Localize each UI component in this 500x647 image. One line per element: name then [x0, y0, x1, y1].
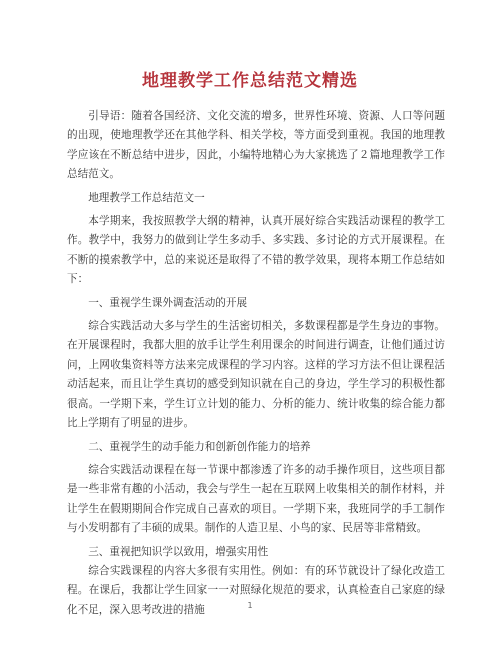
section-heading: 地理教学工作总结范文一	[88, 191, 205, 204]
intro-paragraph: 引导语：随着各国经济、文化交流的增多，世界性环境、资源、人口等问题的出现，使地理教学还在其他学科、相关学校，等方面受到重视。我国的地理教学应该在不断总结中进步，因此，小编特地精心为大家挑选了２篇地理教学工作总结范文。	[67, 110, 445, 181]
body-paragraph: 本学期来，我按照教学大纲的精神，认真开展好综合实践活动课程的教学工作。教学中，我努力的做到让学生多动手、多实践、多讨论的方式开展课程。在不断的摸索教学中，总的来说还是取得了不错的教学效果，现将本期工作总结如下：	[67, 215, 445, 286]
subsection-heading: 三、重视把知识学以致用，增强实用性	[88, 545, 269, 558]
subsection-heading: 一、重视学生课外调查活动的开展	[88, 296, 248, 309]
body-paragraph: 综合实践课程的内容大多很有实用性。例如：有的环节就设计了绿化改造工程。在课后，我都让学生回家一一对照绿化规范的要求，认真检查自己家庭的绿化不足，深入思考改进的措施	[67, 564, 445, 616]
document-body	[67, 107, 445, 624]
body-paragraph: 综合实践活动大多与学生的生活密切相关，多数课程都是学生身边的事物。在开展课程时，我都大胆的放手让学生利用课余的时间进行调查，让他们通过访问，上网收集资料等方法来完成课程的学习内容。这样的学习方法不但让课程活动活起来，而且让学生真切的感受到知识就在自己的身边，学生学习的积极性都很高。一学期下来，学生订立计划的能力、分析的能力、统计收集的综合能力都比上学期有了明显的进步。	[67, 320, 445, 430]
body-paragraph: 综合实践活动课程在每一节课中都渗透了许多的动手操作项目，这些项目都是一些非常有趣的小活动，我会与学生一起在互联网上收集相关的制作材料，并让学生在假期期间合作完成自己喜欢的项目。一学期下来，我班同学的手工制作与小发明都有了丰硕的成果。制作的人造卫星、小鸟的家、民居等非常精致。	[67, 463, 445, 535]
page-number: 1	[247, 601, 253, 610]
subsection-heading: 二、重视学生的动手能力和创新创作能力的培养	[88, 440, 311, 453]
document-title: 地理教学工作总结范文精选	[142, 71, 358, 91]
